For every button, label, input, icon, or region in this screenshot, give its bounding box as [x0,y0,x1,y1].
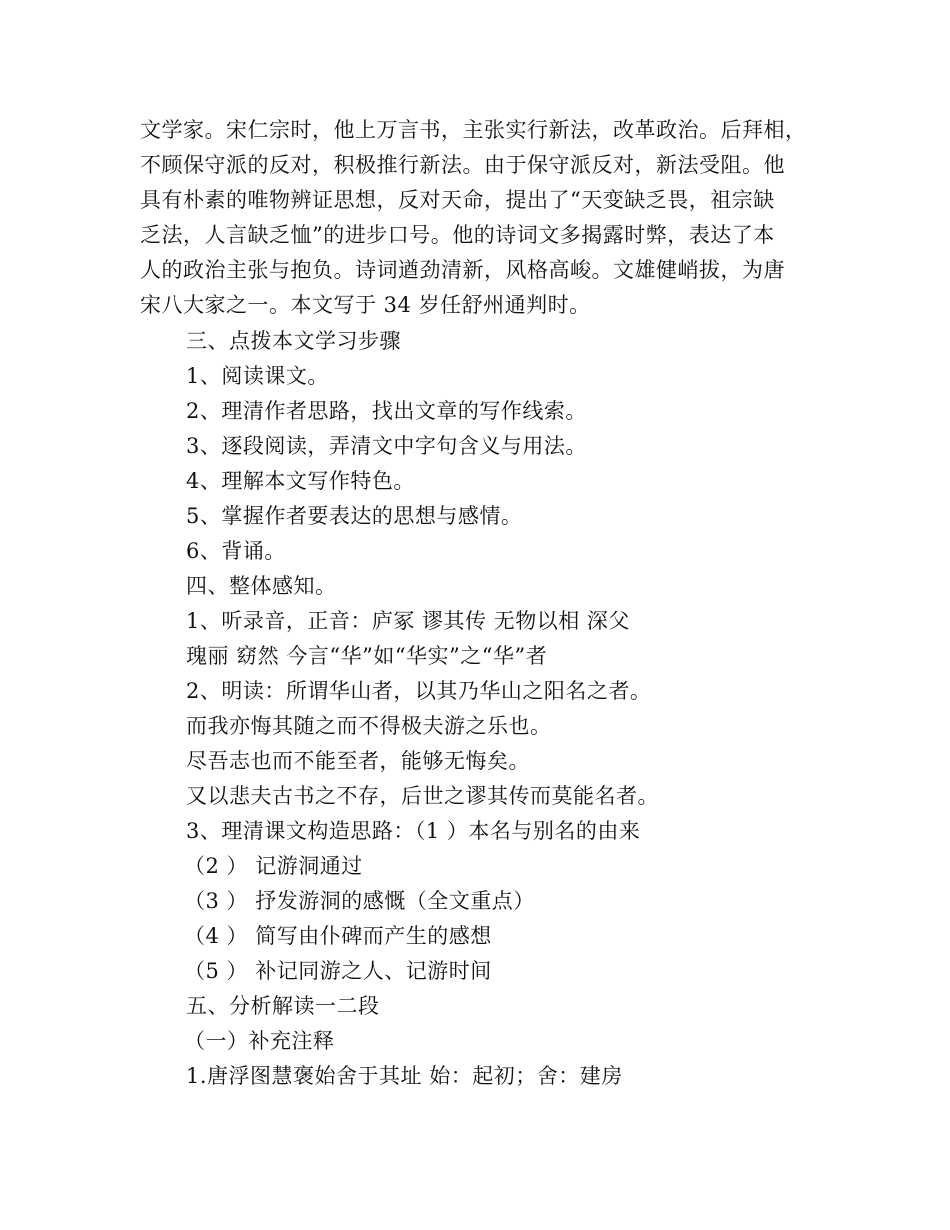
list-item: 5、掌握作者要表达的思想与感情。 [186,504,523,528]
sub-list-item: （3 ） 抒发游洞的感慨（全文重点） [184,889,535,913]
section-heading: 五、分析解读一二段 [186,994,380,1018]
list-item: 6、背诵。 [186,539,286,563]
list-item: 1.唐浮图慧褒始舍于其址 始：起初；舍：建房 [186,1064,623,1088]
text-line: 又以悲夫古书之不存，后世之谬其传而莫能名者。 [186,784,659,808]
section-heading: 四、整体感知。 [186,574,337,598]
list-item: 1、听录音，正音：庐冢 谬其传 无物以相 深父 [186,609,630,633]
list-item: 4、理解本文写作特色。 [186,469,415,493]
paragraph-line: 具有朴素的唯物辨证思想，反对天命，提出了“天变缺乏畏，祖宗缺 [140,188,775,212]
list-item: 3、理清课文构造思路：（1 ）本名与别名的由来 [186,819,641,843]
list-item: 3、逐段阅读，弄清文中字句含义与用法。 [186,434,587,458]
text-line: 尽吾志也而不能至者，能够无悔矣。 [186,749,530,773]
list-item: 1、阅读课文。 [186,364,329,388]
paragraph-line: 不顾保守派的反对，积极推行新法。由于保守派反对，新法受阻。他 [140,153,785,177]
sub-list-item: （4 ） 简写由仆碑而产生的感想 [184,924,492,948]
paragraph-line: 人的政治主张与抱负。诗词遒劲清新，风格高峻。文雄健峭拔，为唐 [140,258,785,282]
subsection-heading: （一）补充注释 [184,1029,335,1053]
text-line: 而我亦悔其随之而不得极夫游之乐也。 [186,714,552,738]
list-item: 2、明读：所谓华山者，以其乃华山之阳名之者。 [186,679,652,703]
sub-list-item: （2 ） 记游洞通过 [184,854,363,878]
text-line: 瑰丽 窈然 今言“华”如“华实”之“华”者 [186,644,548,668]
paragraph-line: 宋八大家之一。本文写于 34 岁任舒州通判时。 [140,293,591,317]
paragraph-line: 文学家。宋仁宗时，他上万言书，主张实行新法，改革政治。后拜相， [140,118,807,142]
sub-list-item: （5 ） 补记同游之人、记游时间 [184,959,492,983]
section-heading: 三、点拨本文学习步骤 [186,329,401,353]
paragraph-line: 乏法，人言缺乏恤”的进步口号。他的诗词文多揭露时弊，表达了本 [140,223,775,247]
list-item: 2、理清作者思路，找出文章的写作线索。 [186,399,587,423]
